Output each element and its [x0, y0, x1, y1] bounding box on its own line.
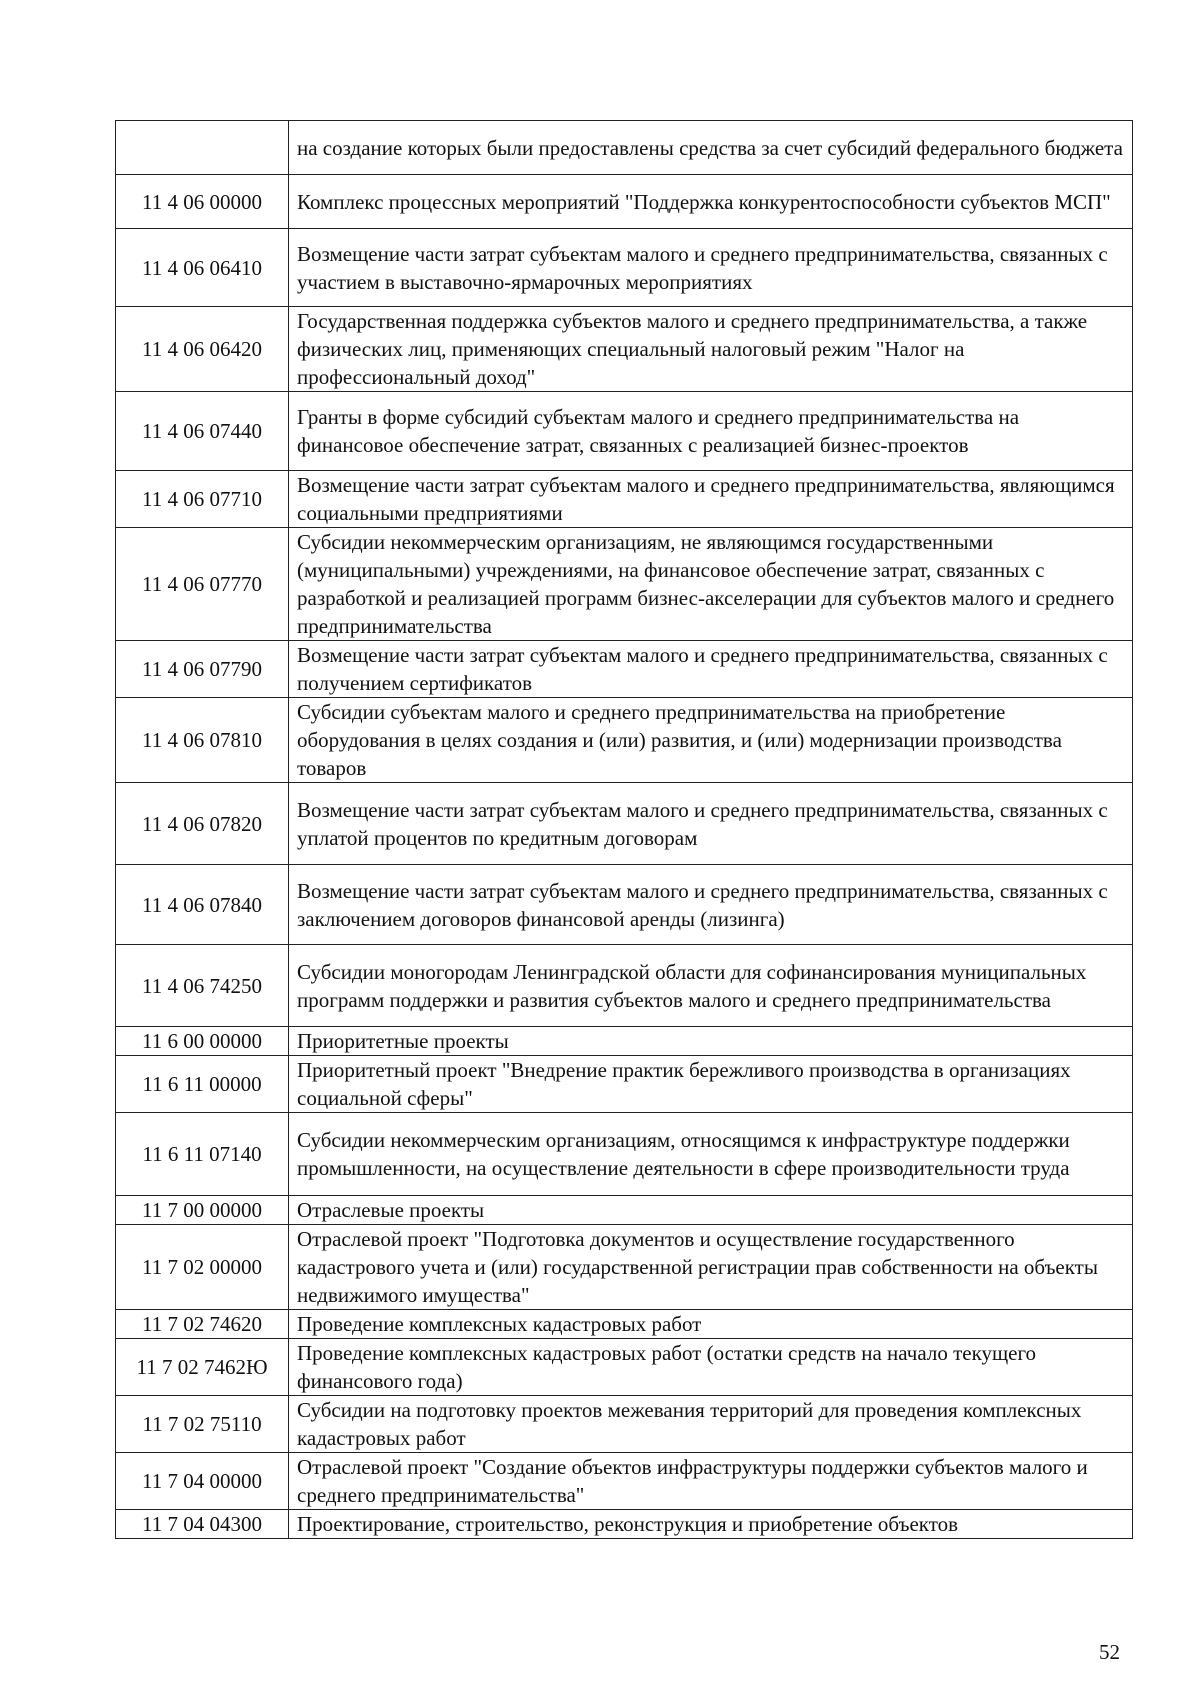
- budget-classification-table: [115, 120, 1133, 1539]
- row-code: 11 7 00 00000: [116, 1196, 289, 1225]
- row-code: 11 6 11 00000: [116, 1056, 289, 1113]
- table-row: [116, 1310, 1133, 1339]
- row-code: [116, 121, 289, 175]
- row-description: Возмещение части затрат субъектам малого и среднего предпринимательства, связанных с уплатой процентов по кредитным договорам: [289, 783, 1133, 865]
- table-row: [116, 1196, 1133, 1225]
- row-code: 11 4 06 00000: [116, 175, 289, 229]
- table-row: [116, 1339, 1133, 1396]
- table-row: [116, 1396, 1133, 1453]
- row-description: Проведение комплексных кадастровых работ: [289, 1310, 1133, 1339]
- row-code: 11 7 02 00000: [116, 1225, 289, 1310]
- row-code: 11 7 04 04300: [116, 1510, 289, 1539]
- row-description: Приоритетные проекты: [289, 1027, 1133, 1056]
- row-code: 11 4 06 07710: [116, 471, 289, 528]
- row-description: Возмещение части затрат субъектам малого и среднего предпринимательства, являющимся социальными предприятиями: [289, 471, 1133, 528]
- row-description: Приоритетный проект "Внедрение практик бережливого производства в организациях социальной сферы": [289, 1056, 1133, 1113]
- table-row: [116, 1225, 1133, 1310]
- table-row: [116, 1453, 1133, 1510]
- row-description: Субсидии на подготовку проектов межевания территорий для проведения комплексных кадастровых работ: [289, 1396, 1133, 1453]
- row-description: Проведение комплексных кадастровых работ (остатки средств на начало текущего финансового года): [289, 1339, 1133, 1396]
- row-code: 11 4 06 07770: [116, 528, 289, 641]
- row-description: Гранты в форме субсидий субъектам малого и среднего предпринимательства на финансовое обеспечение затрат, связанных с реализацией бизнес-проектов: [289, 392, 1133, 471]
- row-code: 11 7 02 75110: [116, 1396, 289, 1453]
- table-row: [116, 229, 1133, 307]
- row-description: Возмещение части затрат субъектам малого и среднего предпринимательства, связанных с участием в выставочно-ярмарочных мероприятиях: [289, 229, 1133, 307]
- row-description: Отраслевой проект "Создание объектов инфраструктуры поддержки субъектов малого и среднего предпринимательства": [289, 1453, 1133, 1510]
- row-code: 11 6 00 00000: [116, 1027, 289, 1056]
- row-description: Комплекс процессных мероприятий "Поддержка конкурентоспособности субъектов МСП": [289, 175, 1133, 229]
- table-row: [116, 471, 1133, 528]
- row-code: 11 4 06 06410: [116, 229, 289, 307]
- page-number: 52: [1099, 1640, 1120, 1664]
- table-row: [116, 175, 1133, 229]
- row-description: Отраслевые проекты: [289, 1196, 1133, 1225]
- row-code: 11 6 11 07140: [116, 1113, 289, 1196]
- row-description: Субсидии субъектам малого и среднего предпринимательства на приобретение оборудования в целях создания и (или) развития, и (или) модернизации производства товаров: [289, 698, 1133, 783]
- table-row: [116, 1056, 1133, 1113]
- row-description: Проектирование, строительство, реконструкция и приобретение объектов: [289, 1510, 1133, 1539]
- table-row: [116, 1027, 1133, 1056]
- row-code: 11 7 02 7462Ю: [116, 1339, 289, 1396]
- table-row: [116, 528, 1133, 641]
- row-code: 11 4 06 07840: [116, 865, 289, 945]
- row-code: 11 4 06 74250: [116, 945, 289, 1027]
- table-row: [116, 1113, 1133, 1196]
- row-description: Субсидии некоммерческим организациям, не являющимся государственными (муниципальными) учреждениями, на финансовое обеспечение затрат, связанных с разработкой и реализацией программ бизнес-акселерации для субъектов малого и среднего предпринимательства: [289, 528, 1133, 641]
- row-description: Субсидии моногородам Ленинградской области для софинансирования муниципальных программ поддержки и развития субъектов малого и среднего предпринимательства: [289, 945, 1133, 1027]
- table-row: [116, 865, 1133, 945]
- row-description: Государственная поддержка субъектов малого и среднего предпринимательства, а также физических лиц, применяющих специальный налоговый режим "Налог на профессиональный доход": [289, 307, 1133, 392]
- row-description: Отраслевой проект "Подготовка документов и осуществление государственного кадастрового учета и (или) государственной регистрации прав собственности на объекты недвижимого имущества": [289, 1225, 1133, 1310]
- row-description: на создание которых были предоставлены средства за счет субсидий федерального бюджета: [289, 121, 1133, 175]
- row-code: 11 7 02 74620: [116, 1310, 289, 1339]
- row-code: 11 4 06 07790: [116, 641, 289, 698]
- row-code: 11 4 06 07820: [116, 783, 289, 865]
- table-row: [116, 307, 1133, 392]
- row-description: Возмещение части затрат субъектам малого и среднего предпринимательства, связанных с получением сертификатов: [289, 641, 1133, 698]
- table-row: [116, 945, 1133, 1027]
- table-row: [116, 1510, 1133, 1539]
- table-row: [116, 783, 1133, 865]
- row-description: Возмещение части затрат субъектам малого и среднего предпринимательства, связанных с заключением договоров финансовой аренды (лизинга): [289, 865, 1133, 945]
- row-code: 11 7 04 00000: [116, 1453, 289, 1510]
- row-code: 11 4 06 07440: [116, 392, 289, 471]
- row-code: 11 4 06 07810: [116, 698, 289, 783]
- table-row: [116, 392, 1133, 471]
- row-description: Субсидии некоммерческим организациям, относящимся к инфраструктуре поддержки промышленности, на осуществление деятельности в сфере производительности труда: [289, 1113, 1133, 1196]
- row-code: 11 4 06 06420: [116, 307, 289, 392]
- table-row: [116, 698, 1133, 783]
- table-row: [116, 121, 1133, 175]
- table-row: [116, 641, 1133, 698]
